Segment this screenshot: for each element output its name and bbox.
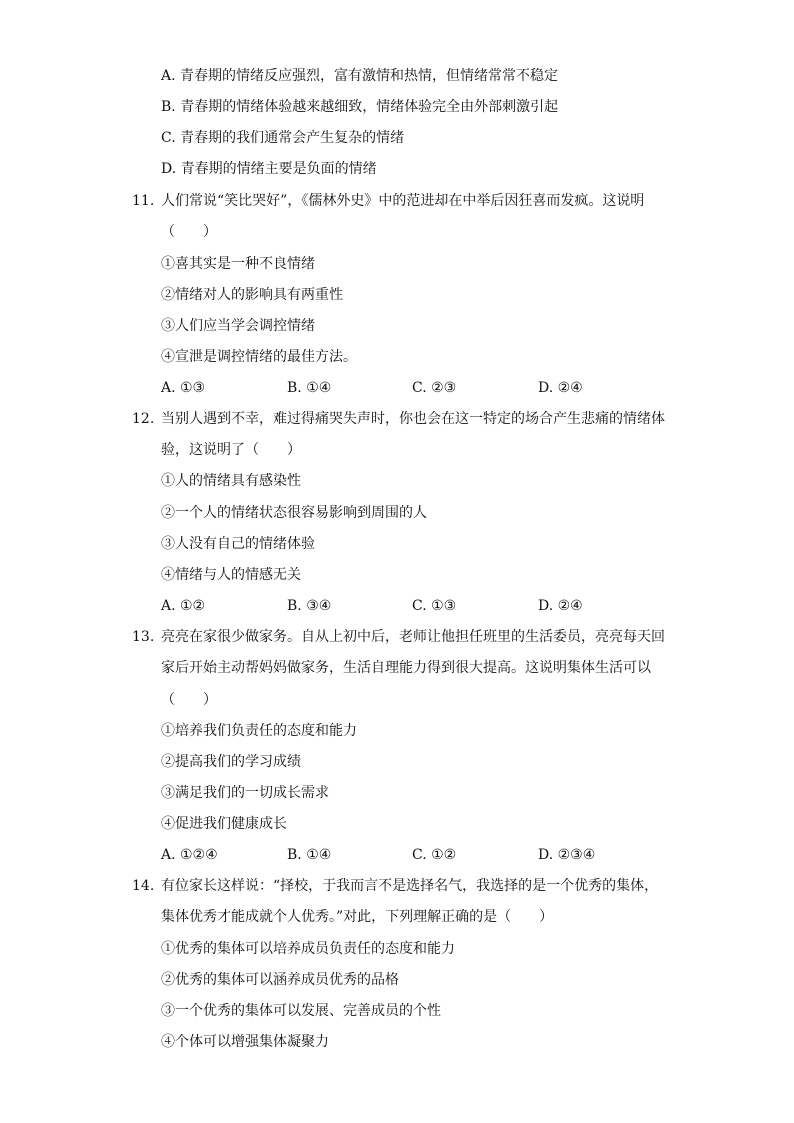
q13-statement-4: ④促进我们健康成长 xyxy=(161,816,287,832)
q13-choice-d: D. ②③④ xyxy=(538,847,596,863)
q13-statement-2: ②提高我们的学习成绩 xyxy=(161,754,301,770)
q12-statement-4: ④情绪与人的情感无关 xyxy=(161,567,301,583)
q13-choice-c: C. ①② xyxy=(412,847,457,863)
q12-stem-line-1: 当别人遇到不幸，难过得痛哭失声时，你也会在这一特定的场合产生悲痛的情绪体 xyxy=(161,411,665,427)
q14-statement-2: ②优秀的集体可以涵养成员优秀的品格 xyxy=(161,972,399,988)
q13-choice-a: A. ①②④ xyxy=(161,847,218,863)
q13-choice-b: B. ①④ xyxy=(287,847,332,863)
q14-statement-3: ③一个优秀的集体可以发展、完善成员的个性 xyxy=(161,1003,441,1019)
q14-number: 14. xyxy=(132,878,155,894)
q12-choice-c: C. ①③ xyxy=(412,598,457,614)
q12-choice-b: B. ③④ xyxy=(287,598,332,614)
q11-statement-4: ④宣泄是调控情绪的最佳方法。 xyxy=(161,349,357,365)
q13-number: 13. xyxy=(132,629,155,645)
q11-number: 11. xyxy=(132,193,155,209)
q12-statement-3: ③人没有自己的情绪体验 xyxy=(161,536,315,552)
q13-statement-1: ①培养我们负责任的态度和能力 xyxy=(161,723,357,739)
q11-statement-3: ③人们应当学会调控情绪 xyxy=(161,318,315,334)
q11-stem-line-1: 人们常说“笑比哭好”，《儒林外史》中的范进却在中举后因狂喜而发疯。这说明 xyxy=(161,193,645,209)
q13-stem-line-1: 亮亮在家很少做家务。自从上初中后，老师让他担任班里的生活委员，亮亮每天回 xyxy=(161,629,665,645)
q14-statement-1: ①优秀的集体可以培养成员负责任的态度和能力 xyxy=(161,941,455,957)
q12-number: 12. xyxy=(132,411,155,427)
q13-stem-line-2: 家后开始主动帮妈妈做家务，生活自理能力得到很大提高。这说明集体生活可以 xyxy=(161,660,651,676)
q10-option-c: C. 青春期的我们通常会产生复杂的情绪 xyxy=(161,130,405,146)
q14-statement-4: ④个体可以增强集体凝聚力 xyxy=(161,1034,329,1050)
q11-choice-d: D. ②④ xyxy=(538,380,583,396)
q11-choice-a: A. ①③ xyxy=(161,380,206,396)
q12-stem-line-2: 验，这说明了（ ） xyxy=(161,442,301,458)
q12-statement-2: ②一个人的情绪状态很容易影响到周围的人 xyxy=(161,505,427,521)
q12-statement-1: ①人的情绪具有感染性 xyxy=(161,473,301,489)
q14-stem-line-1: 有位家长这样说：“择校，于我而言不是选择名气，我选择的是一个优秀的集体， xyxy=(161,878,659,894)
q12-choice-d: D. ②④ xyxy=(538,598,583,614)
q12-choice-a: A. ①② xyxy=(161,598,206,614)
q11-stem-line-2: （ ） xyxy=(161,224,217,240)
q13-statement-3: ③满足我们的一切成长需求 xyxy=(161,785,329,801)
q11-choice-b: B. ①④ xyxy=(287,380,332,396)
q11-statement-2: ②情绪对人的影响具有两重性 xyxy=(161,287,343,303)
q10-option-a: A. 青春期的情绪反应强烈，富有激情和热情，但情绪常常不稳定 xyxy=(161,68,559,84)
q10-option-b: B. 青春期的情绪体验越来越细致，情绪体验完全由外部刺激引起 xyxy=(161,99,559,115)
q14-stem-line-2: 集体优秀才能成就个人优秀。”对此，下列理解正确的是（ ） xyxy=(161,909,554,925)
q13-stem-line-3: （ ） xyxy=(161,692,217,708)
q11-statement-1: ①喜其实是一种不良情绪 xyxy=(161,256,315,272)
q11-choice-c: C. ②③ xyxy=(412,380,457,396)
q10-option-d: D. 青春期的情绪主要是负面的情绪 xyxy=(161,161,377,177)
